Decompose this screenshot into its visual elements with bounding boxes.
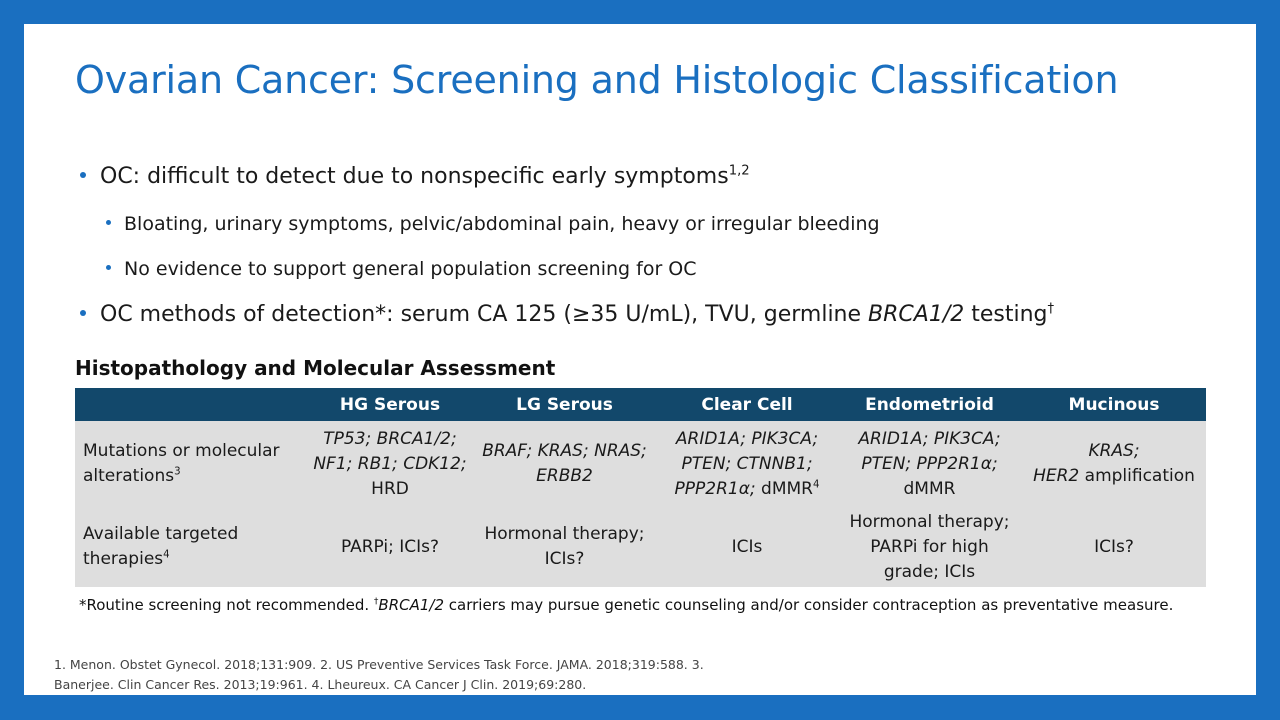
header-mucinous: Mucinous [1022, 388, 1206, 421]
cell-mucinous-mutations: KRAS; HER2 amplification [1022, 421, 1206, 507]
bullet-dot-icon [80, 310, 86, 316]
references: 1. Menon. Obstet Gynecol. 2018;131:909. 2. US Preventive Services Task Force. JAMA. 2018;319:588. 3. Banerjee. Clin Cancer Res. 2013;19:961. 4. Lheureux. CA Cancer J Clin. 2019;69:280. [54, 657, 704, 692]
cell-endometrioid-therapies: Hormonal therapy; PARPi for high grade; ICIs [837, 507, 1022, 587]
header-empty [75, 388, 308, 421]
header-hg-serous: HG Serous [308, 388, 472, 421]
header-lg-serous: LG Serous [472, 388, 657, 421]
table-footnote: *Routine screening not recommended. †BRCA1/2 carriers may pursue genetic counseling and/or consider contraception as preventative measure. [79, 596, 1174, 614]
row-label-therapies: Available targeted therapies$^4$ [75, 507, 308, 587]
section-title: Histopathology and Molecular Assessment [75, 356, 556, 380]
slide [24, 24, 1256, 695]
table-header-row [75, 388, 1206, 421]
slide-title: Ovarian Cancer: Screening and Histologic Classification [75, 58, 1119, 102]
table-row-mutations [75, 421, 1206, 507]
cell-mucinous-therapies: ICIs? [1022, 507, 1206, 587]
histology-table [75, 388, 1206, 587]
cell-clear-cell-therapies: ICIs [657, 507, 837, 587]
bullet-dot-icon [106, 265, 111, 270]
cell-lg-serous-therapies: Hormonal therapy; ICIs? [472, 507, 657, 587]
header-endometrioid: Endometrioid [837, 388, 1022, 421]
bullet-dot-icon [106, 220, 111, 225]
sub-bullet-symptoms: Bloating, urinary symptoms, pelvic/abdominal pain, heavy or irregular bleeding [106, 211, 880, 237]
cell-hg-serous-mutations: TP53; BRCA1/2; NF1; RB1; CDK12; HRD [308, 421, 472, 507]
cell-hg-serous-therapies: PARPi; ICIs? [308, 507, 472, 587]
bullet-detection-methods: OC methods of detection*: serum CA 125 (≥35 U/mL), TVU, germline BRCA1/2 testing† [80, 300, 1054, 330]
row-label-mutations: Mutations or molecular alterations$^3$ [75, 421, 308, 507]
bullet-detection-difficulty: OC: difficult to detect due to nonspecific early symptoms$^{1,2}$ [80, 162, 750, 192]
table-row-therapies [75, 507, 1206, 587]
cell-endometrioid-mutations: ARID1A; PIK3CA; PTEN; PPP2R1α; dMMR [837, 421, 1022, 507]
sub-bullet-screening-evidence: No evidence to support general population screening for OC [106, 256, 697, 282]
cell-lg-serous-mutations: BRAF; KRAS; NRAS; ERBB2 [472, 421, 657, 507]
cell-clear-cell-mutations: ARID1A; PIK3CA; PTEN; CTNNB1; PPP2R1α; dMMR$^4$ [657, 421, 837, 507]
bullet-dot-icon [80, 172, 86, 178]
header-clear-cell: Clear Cell [657, 388, 837, 421]
